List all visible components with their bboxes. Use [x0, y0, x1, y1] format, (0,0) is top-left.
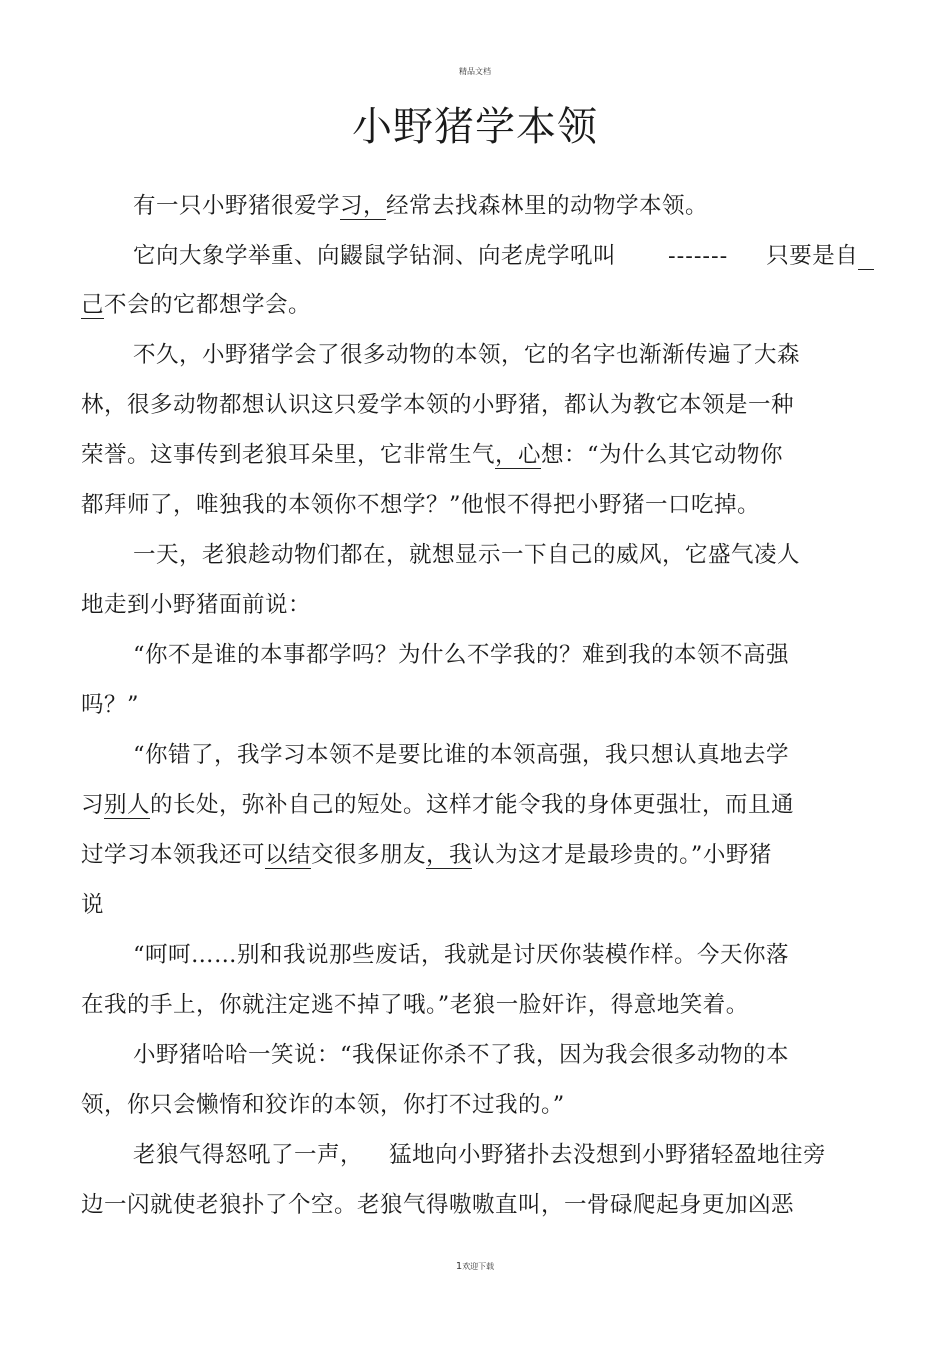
- text-run: 想：“为什么其它动物你: [541, 442, 784, 468]
- text-line: 在我的手上，你就注定逃不掉了哦。”老狼一脸奸诈，得意地笑着。: [81, 992, 749, 1018]
- underlined-text: ，心: [495, 442, 542, 468]
- text-run: 老狼气得怒吼了一声，: [133, 1142, 364, 1168]
- text-run: 荣誉。这事传到老狼耳朵里，它非常生: [81, 442, 473, 468]
- dash-run: -------: [668, 243, 729, 269]
- text-run: 过学习本领我还可: [81, 842, 266, 868]
- text-line: [133, 1140, 826, 1170]
- text-run: 它向大象学举重、向鼹鼠学钻洞、向老虎学吼叫: [133, 243, 617, 269]
- text-line: [81, 790, 794, 820]
- text-run: 猛地向小野猪扑去没想到小野猪轻盈地往旁: [389, 1142, 827, 1168]
- text-line: 一天，老狼趁动物们都在，就想显示一下自己的威风，它盛气凌人: [133, 542, 801, 568]
- document-title: 小野猪学本领: [352, 104, 598, 150]
- text-run: 习: [81, 792, 105, 818]
- underlined-blank: [858, 243, 873, 270]
- text-line: “你错了，我学习本领不是要比谁的本领高强，我只想认真地去学: [133, 742, 790, 768]
- page-header: 精品文档: [459, 67, 491, 76]
- text-line: 小野猪哈哈一笑说：“我保证你杀不了我，因为我会很多动物的本: [133, 1042, 790, 1068]
- text-line: 吗？”: [81, 692, 140, 718]
- text-run: 认为这才是最珍贵的。”小野猪: [472, 842, 772, 868]
- text-line: [81, 440, 783, 470]
- text-run: 只要是自: [766, 243, 859, 269]
- footer-text: 欢迎下载: [462, 1262, 495, 1271]
- text-line: [81, 290, 311, 320]
- underlined-text: 己: [81, 292, 105, 318]
- text-line: [133, 191, 708, 221]
- text-line: “你不是谁的本事都学吗？为什么不学我的？难到我的本领不高强: [133, 642, 790, 668]
- text-run: 经常去找森林里的动物学本领。: [386, 193, 709, 219]
- text-line: 说: [81, 892, 105, 918]
- text-line: 林，很多动物都想认识这只爱学本领的小野猪，都认为教它本领是一种: [81, 392, 795, 418]
- text-line: 边一闪就使老狼扑了个空。老狼气得嗷嗷直叫，一骨碌爬起身更加凶恶: [81, 1192, 795, 1218]
- text-run: 交很多朋友: [311, 842, 427, 868]
- text-run: 有一只小野猪很爱学: [133, 193, 341, 219]
- underlined-text: ，我: [426, 842, 473, 868]
- underlined-text: 别人: [104, 792, 151, 818]
- text-line: [133, 241, 874, 271]
- text-line: 地走到小野猪面前说：: [81, 592, 312, 618]
- underlined-text: 以结: [265, 842, 312, 868]
- page-footer: [0, 1261, 950, 1272]
- text-line: “呵呵……别和我说那些废话，我就是讨厌你装模作样。今天你落: [133, 942, 790, 968]
- text-run: 的长处，弥补自己的短处。这样才能令我的身体更强壮，而且通: [150, 792, 795, 818]
- text-run: 不会的它都想学会。: [104, 292, 312, 318]
- text-run: 气: [472, 442, 496, 468]
- text-line: 都拜师了，唯独我的本领你不想学？”他恨不得把小野猪一口吃掉。: [81, 492, 761, 518]
- text-line: 领，你只会懒惰和狡诈的本领，你打不过我的。”: [81, 1092, 565, 1118]
- page-number: 1: [455, 1261, 463, 1272]
- text-line: 不久，小野猪学会了很多动物的本领，它的名字也渐渐传遍了大森: [133, 342, 801, 368]
- underlined-text: 习，: [340, 193, 387, 219]
- text-line: [81, 840, 772, 870]
